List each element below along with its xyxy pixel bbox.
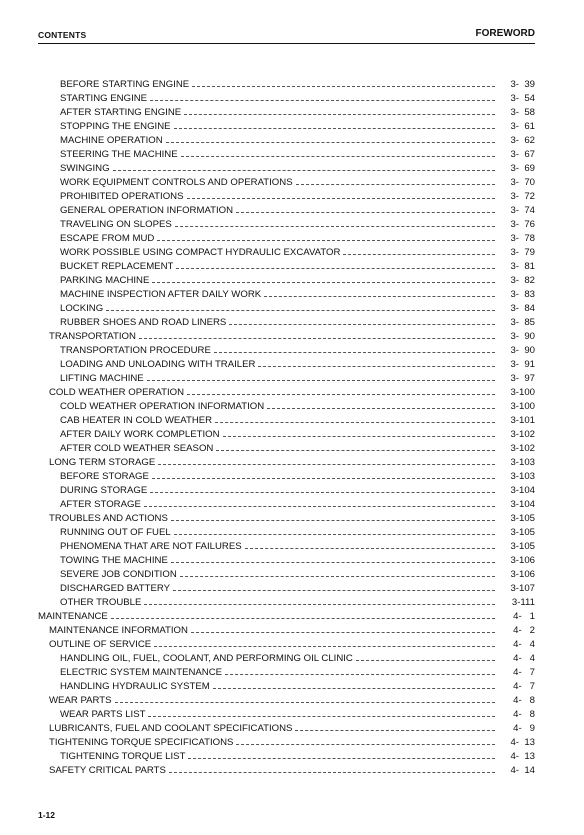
toc-entry-label: RUBBER SHOES AND ROAD LINERS (60, 317, 227, 328)
toc-entry-page: 3-107 (510, 583, 535, 594)
toc-entry[interactable] (38, 456, 535, 470)
toc-entry-page: 4- 13 (510, 751, 535, 762)
toc-entry-page: 4- 4 (513, 639, 535, 650)
toc-leader-dots (295, 729, 495, 731)
toc-leader-dots (191, 631, 495, 633)
page-number: 1-12 (38, 810, 56, 820)
toc-leader-dots (113, 169, 495, 171)
toc-entry-label: BUCKET REPLACEMENT (60, 261, 174, 272)
toc-leader-dots (111, 617, 495, 619)
toc-entry-label: COLD WEATHER OPERATION INFORMATION (60, 401, 265, 412)
toc-entry-page: 3-106 (510, 555, 535, 566)
toc-entry-label: MACHINE INSPECTION AFTER DAILY WORK (60, 289, 262, 300)
toc-entry-label: AFTER STARTING ENGINE (60, 107, 182, 118)
toc-entry[interactable] (38, 78, 535, 92)
toc-entry-label: WEAR PARTS (49, 695, 112, 706)
toc-entry-label: PARKING MACHINE (60, 275, 150, 286)
toc-entry-page: 3- 39 (510, 79, 535, 90)
toc-leader-dots (214, 351, 495, 353)
toc-entry-page: 3- 72 (510, 191, 535, 202)
toc-leader-dots (236, 211, 495, 213)
toc-leader-dots (181, 155, 495, 157)
toc-entry[interactable] (38, 148, 535, 162)
toc-entry[interactable] (38, 120, 535, 134)
toc-entry-page: 3- 84 (510, 303, 535, 314)
toc-leader-dots (192, 85, 495, 87)
toc-entry-label: OTHER TROUBLE (60, 597, 142, 608)
toc-entry[interactable] (38, 596, 535, 610)
toc-entry-page: 3- 82 (510, 275, 535, 286)
toc-entry-page: 3- 62 (510, 135, 535, 146)
toc-entry[interactable] (38, 134, 535, 148)
toc-leader-dots (154, 645, 495, 647)
toc-leader-dots (215, 421, 495, 423)
toc-entry[interactable] (38, 162, 535, 176)
toc-entry-label: HANDLING OIL, FUEL, COOLANT, AND PERFORMING OIL CLINIC (60, 653, 353, 664)
page-header (38, 27, 535, 44)
toc-leader-dots (166, 141, 495, 143)
toc-entry-page: 4- 13 (510, 737, 535, 748)
toc-entry-page: 3- 69 (510, 163, 535, 174)
toc-leader-dots (180, 575, 495, 577)
toc-entry[interactable] (38, 330, 535, 344)
toc-leader-dots (184, 113, 495, 115)
toc-entry-label: CAB HEATER IN COLD WEATHER (60, 415, 213, 426)
toc-entry-page: 4- 7 (513, 681, 535, 692)
toc-entry[interactable] (38, 554, 535, 568)
toc-leader-dots (245, 547, 495, 549)
toc-entry-page: 3- 91 (510, 359, 535, 370)
toc-entry-page: 3- 81 (510, 261, 535, 272)
header-chapter-title: FOREWORD (475, 28, 535, 39)
toc-entry[interactable] (38, 470, 535, 484)
toc-entry-label: TIGHTENING TORQUE SPECIFICATIONS (49, 737, 234, 748)
toc-entry-page: 3- 58 (510, 107, 535, 118)
toc-entry-label: WORK EQUIPMENT CONTROLS AND OPERATIONS (60, 177, 293, 188)
toc-entry-label: COLD WEATHER OPERATION (49, 387, 185, 398)
toc-entry[interactable] (38, 484, 535, 498)
toc-entry-page: 4- 2 (513, 625, 535, 636)
toc-leader-dots (223, 435, 495, 437)
toc-entry-label: STEERING THE MACHINE (60, 149, 178, 160)
toc-entry-label: LUBRICANTS, FUEL AND COOLANT SPECIFICATIONS (49, 723, 293, 734)
toc-entry-page: 3- 54 (510, 93, 535, 104)
toc-entry[interactable] (38, 736, 535, 750)
toc-entry[interactable] (38, 512, 535, 526)
toc-leader-dots (173, 589, 495, 591)
toc-entry-label: TIGHTENING TORQUE LIST (60, 751, 186, 762)
toc-entry-page: 3- 61 (510, 121, 535, 132)
toc-leader-dots (229, 323, 495, 325)
toc-entry[interactable] (38, 246, 535, 260)
toc-entry[interactable] (38, 722, 535, 736)
toc-entry-label: TRAVELING ON SLOPES (60, 219, 172, 230)
toc-entry[interactable] (38, 582, 535, 596)
toc-entry[interactable] (38, 610, 535, 624)
toc-entry[interactable] (38, 750, 535, 764)
toc-entry-page: 3- 79 (510, 247, 535, 258)
toc-entry[interactable] (38, 190, 535, 204)
toc-entry-label: AFTER DAILY WORK COMPLETION (60, 429, 220, 440)
toc-entry[interactable] (38, 204, 535, 218)
toc-entry-page: 3-103 (510, 457, 535, 468)
toc-entry[interactable] (38, 232, 535, 246)
toc-entry-page: 3- 97 (510, 373, 535, 384)
toc-entry-page: 3-105 (510, 513, 535, 524)
toc-entry-page: 3- 70 (510, 177, 535, 188)
toc-entry[interactable] (38, 274, 535, 288)
toc-leader-dots (264, 295, 495, 297)
toc-entry[interactable] (38, 638, 535, 652)
toc-leader-dots (188, 757, 495, 759)
toc-entry[interactable] (38, 568, 535, 582)
toc-entry-page: 3- 85 (510, 317, 535, 328)
toc-entry-page: 3- 76 (510, 219, 535, 230)
toc-entry-page: 4- 8 (513, 709, 535, 720)
toc-entry-label: WORK POSSIBLE USING COMPACT HYDRAULIC EXCAVATOR (60, 247, 341, 258)
toc-entry[interactable] (38, 288, 535, 302)
toc-entry[interactable] (38, 316, 535, 330)
toc-entry-page: 4- 7 (513, 667, 535, 678)
toc-entry[interactable] (38, 344, 535, 358)
toc-entry-label: LONG TERM STORAGE (49, 457, 156, 468)
toc-leader-dots (158, 463, 495, 465)
toc-entry-page: 3-102 (510, 429, 535, 440)
toc-entry-label: MAINTENANCE (38, 611, 108, 622)
toc-entry-page: 3- 67 (510, 149, 535, 160)
toc-entry[interactable] (38, 400, 535, 414)
toc-entry-page: 3-106 (510, 569, 535, 580)
toc-entry-label: TRANSPORTATION PROCEDURE (60, 345, 211, 356)
toc-entry-label: SWINGING (60, 163, 110, 174)
toc-entry[interactable] (38, 652, 535, 666)
toc-entry-label: MACHINE OPERATION (60, 135, 163, 146)
toc-entry-label: TOWING THE MACHINE (60, 555, 168, 566)
toc-entry-page: 3-100 (510, 401, 535, 412)
toc-entry[interactable] (38, 708, 535, 722)
toc-leader-dots (150, 99, 495, 101)
toc-entry[interactable] (38, 358, 535, 372)
toc-entry-page: 4- 1 (513, 611, 535, 622)
toc-entry-page: 3-105 (510, 541, 535, 552)
toc-leader-dots (343, 253, 495, 255)
toc-entry-page: 3-100 (510, 387, 535, 398)
toc-leader-dots (225, 673, 495, 675)
toc-entry[interactable] (38, 694, 535, 708)
toc-entry[interactable] (38, 624, 535, 638)
toc-entry[interactable] (38, 498, 535, 512)
toc-entry[interactable] (38, 176, 535, 190)
toc-entry[interactable] (38, 218, 535, 232)
toc-entry-page: 4- 4 (513, 653, 535, 664)
toc-entry[interactable] (38, 428, 535, 442)
toc-entry-label: DURING STORAGE (60, 485, 148, 496)
toc-entry[interactable] (38, 680, 535, 694)
toc-entry[interactable] (38, 386, 535, 400)
toc-leader-dots (176, 267, 495, 269)
toc-leader-dots (175, 225, 495, 227)
toc-leader-dots (139, 337, 495, 339)
toc-leader-dots (236, 743, 495, 745)
toc-entry-label: TRANSPORTATION (49, 331, 136, 342)
toc-entry-page: 3- 74 (510, 205, 535, 216)
toc-entry[interactable] (38, 106, 535, 120)
toc-entry-label: LIFTING MACHINE (60, 373, 144, 384)
toc-entry-label: BEFORE STORAGE (60, 471, 149, 482)
toc-entry[interactable] (38, 372, 535, 386)
toc-entry-label: OUTLINE OF SERVICE (49, 639, 152, 650)
toc-leader-dots (147, 379, 495, 381)
toc-entry-label: WEAR PARTS LIST (60, 709, 146, 720)
toc-leader-dots (152, 477, 495, 479)
toc-entry-label: PROHIBITED OPERATIONS (60, 191, 184, 202)
toc-entry-label: DISCHARGED BATTERY (60, 583, 170, 594)
header-section-title: CONTENTS (38, 30, 87, 40)
toc-leader-dots (171, 519, 495, 521)
toc-entry-page: 3-105 (510, 527, 535, 538)
toc-entry[interactable] (38, 526, 535, 540)
toc-leader-dots (144, 505, 495, 507)
toc-entry-label: TROUBLES AND ACTIONS (49, 513, 168, 524)
toc-leader-dots (258, 365, 495, 367)
toc-entry-label: SAFETY CRITICAL PARTS (49, 765, 166, 776)
toc-entry-label: AFTER STORAGE (60, 499, 141, 510)
toc-entry[interactable] (38, 302, 535, 316)
toc-leader-dots (171, 561, 495, 563)
toc-leader-dots (150, 491, 495, 493)
toc-entry-page: 3-103 (510, 471, 535, 482)
toc-leader-dots (356, 659, 495, 661)
toc-entry[interactable] (38, 92, 535, 106)
toc-leader-dots (148, 715, 495, 717)
toc-entry[interactable] (38, 540, 535, 554)
toc-entry-page: 3- 90 (510, 345, 535, 356)
toc-entry-label: PHENOMENA THAT ARE NOT FAILURES (60, 541, 242, 552)
toc-entry[interactable] (38, 260, 535, 274)
toc-entry-page: 3- 78 (510, 233, 535, 244)
toc-entry-label: HANDLING HYDRAULIC SYSTEM (60, 681, 210, 692)
toc-leader-dots (174, 127, 495, 129)
toc-entry-page: 3- 90 (510, 331, 535, 342)
toc-entry-label: STARTING ENGINE (60, 93, 148, 104)
toc-entry-label: ELECTRIC SYSTEM MAINTENANCE (60, 667, 223, 678)
toc-entry[interactable] (38, 764, 535, 778)
toc-entry-page: 4- 9 (513, 723, 535, 734)
toc-leader-dots (216, 449, 495, 451)
toc-entry-page: 3-104 (510, 485, 535, 496)
toc-entry[interactable] (38, 442, 535, 456)
toc-leader-dots (115, 701, 495, 703)
toc-entry-label: SEVERE JOB CONDITION (60, 569, 177, 580)
toc-leader-dots (157, 239, 495, 241)
toc-entry-page: 3-102 (510, 443, 535, 454)
toc-leader-dots (169, 771, 495, 773)
toc-entry-label: AFTER COLD WEATHER SEASON (60, 443, 214, 454)
toc-entry-label: BEFORE STARTING ENGINE (60, 79, 190, 90)
toc-entry-page: 4- 8 (513, 695, 535, 706)
toc-leader-dots (296, 183, 495, 185)
toc-entry-label: GENERAL OPERATION INFORMATION (60, 205, 234, 216)
toc-entry-label: STOPPING THE ENGINE (60, 121, 171, 132)
toc-entry-page: 3-111 (511, 597, 535, 608)
toc-entry-page: 4- 14 (510, 765, 535, 776)
toc-entry[interactable] (38, 414, 535, 428)
toc-entry-page: 3-104 (510, 499, 535, 510)
toc-entry-label: RUNNING OUT OF FUEL (60, 527, 171, 538)
toc-leader-dots (187, 393, 495, 395)
toc-leader-dots (152, 281, 495, 283)
toc-leader-dots (187, 197, 496, 199)
toc-leader-dots (106, 309, 495, 311)
toc-leader-dots (174, 533, 495, 535)
toc-entry-page: 3- 83 (510, 289, 535, 300)
toc-leader-dots (213, 687, 495, 689)
toc-leader-dots (144, 603, 495, 605)
toc-entry-page: 3-101 (510, 415, 535, 426)
table-of-contents (38, 78, 535, 778)
toc-entry[interactable] (38, 666, 535, 680)
toc-entry-label: LOCKING (60, 303, 104, 314)
toc-leader-dots (267, 407, 495, 409)
toc-entry-label: MAINTENANCE INFORMATION (49, 625, 188, 636)
toc-entry-label: ESCAPE FROM MUD (60, 233, 155, 244)
toc-entry-label: LOADING AND UNLOADING WITH TRAILER (60, 359, 256, 370)
